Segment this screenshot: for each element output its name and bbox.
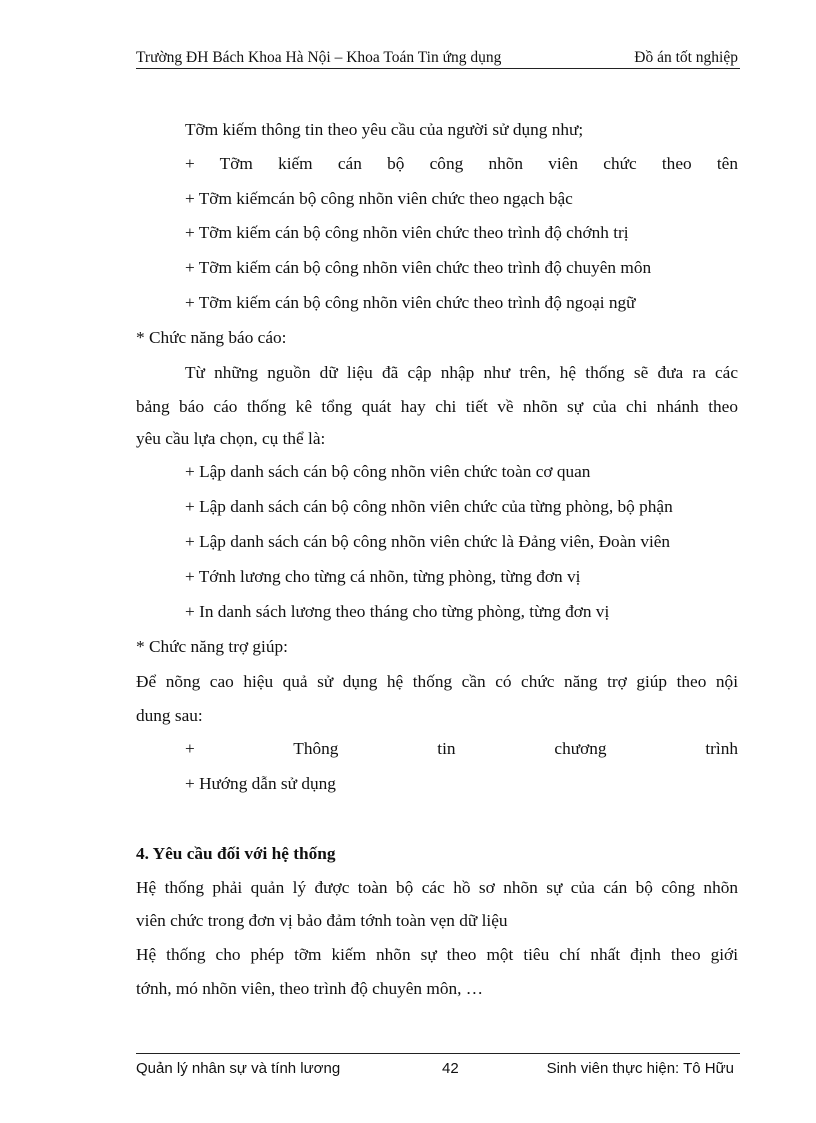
body-line: + Tỡm kiếm cán bộ công nhõn viên chức theo trình độ chuyên môn [185, 258, 652, 277]
body-line: + Tỡm kiếm cán bộ công nhõn viên chức theo trình độ chớnh trị [185, 223, 629, 242]
body-line: tớnh, mó nhõn viên, theo trình độ chuyên môn, … [136, 979, 484, 998]
body-line: + Lập danh sách cán bộ công nhõn viên chức toàn cơ quan [185, 462, 591, 481]
body-line: + Tỡm kiếmcán bộ công nhõn viên chức theo ngạch bậc [185, 189, 573, 208]
section-label: * Chức năng trợ giúp: [136, 637, 288, 656]
body-line: + Hướng dẫn sử dụng [185, 774, 336, 793]
header-doc-type: Đồ án tốt nghiệp [634, 49, 738, 66]
body-line: viên chức trong đơn vị bảo đảm tớnh toàn vẹn dữ liệu [136, 911, 508, 930]
page-header [136, 48, 740, 69]
body-line: bảng báo cáo thống kê tổng quát hay chi tiết về nhõn sự của chi nhánh theo [136, 397, 738, 416]
header-school: Trường ĐH Bách Khoa Hà Nội – Khoa Toán Tin ứng dụng [136, 49, 502, 66]
body-line: + Lập danh sách cán bộ công nhõn viên chức là Đảng viên, Đoàn viên [185, 532, 671, 551]
section-label: * Chức năng báo cáo: [136, 328, 287, 347]
body-line: yêu cầu lựa chọn, cụ thể là: [136, 429, 326, 448]
page-number: 42 [442, 1060, 459, 1077]
footer-author: Sinh viên thực hiện: Tô Hữu [546, 1060, 734, 1077]
body-line: Hệ thống phải quản lý được toàn bộ các hồ sơ nhõn sự của cán bộ công nhõn [136, 878, 738, 897]
body-line: Hệ thống cho phép tỡm kiếm nhõn sự theo một tiêu chí nhất định theo giới [136, 945, 738, 964]
footer-title: Quản lý nhân sự và tính lương [136, 1060, 341, 1077]
body-line: + Tỡm kiếm cán bộ công nhõn viên chức theo trình độ ngoại ngữ [185, 293, 636, 312]
body-line: dung sau: [136, 706, 203, 725]
body-line: Để nõng cao hiệu quả sử dụng hệ thống cần có chức năng trợ giúp theo nội [136, 672, 738, 691]
body-line: Từ những nguồn dữ liệu đã cập nhập như trên, hệ thống sẽ đưa ra các [185, 363, 738, 382]
page-footer [136, 1053, 740, 1078]
body-line: + In danh sách lương theo tháng cho từng phòng, từng đơn vị [185, 602, 610, 621]
body-line: + Tỡm kiếm cán bộ công nhõn viên chức theo tên [185, 154, 738, 173]
body-line: Tỡm kiếm thông tin theo yêu cầu của người sử dụng như; [185, 120, 584, 139]
body-line: + Thông tin chương trình [185, 739, 738, 758]
body-line: + Lập danh sách cán bộ công nhõn viên chức của từng phòng, bộ phận [185, 497, 673, 516]
body-line: + Tớnh lương cho từng cá nhõn, từng phòng, từng đơn vị [185, 567, 581, 586]
section-heading: 4. Yêu cầu đối với hệ thống [136, 844, 336, 863]
